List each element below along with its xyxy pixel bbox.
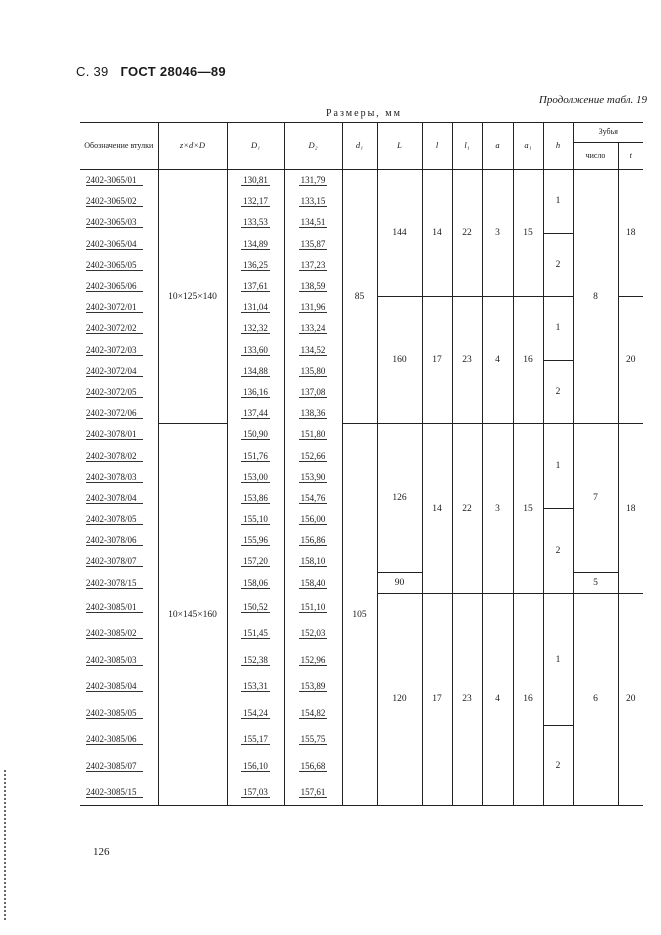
- D1-cell: [227, 620, 284, 647]
- D1-cell-text: 132,17: [243, 196, 268, 207]
- designation-cell: [80, 593, 158, 620]
- D2-cell-text: 152,03: [300, 628, 326, 638]
- count-cell: 7: [573, 424, 618, 572]
- D2-cell-text: 135,80: [300, 365, 326, 376]
- t-cell: 18: [618, 424, 643, 594]
- designation-cell: [80, 572, 158, 593]
- designation-cell: [80, 466, 158, 487]
- D2-cell: [284, 509, 342, 530]
- designation-cell: [80, 297, 158, 318]
- D1-cell-text: 137,61: [243, 281, 268, 292]
- D2-cell-text: 138,36: [300, 408, 326, 419]
- D1-cell: [227, 318, 284, 339]
- dimensions-table: [80, 122, 643, 806]
- a-cell: 3: [482, 424, 513, 594]
- h-cell: 2: [543, 233, 573, 297]
- D2-cell-text: 151,10: [300, 601, 326, 612]
- dimensions-caption: Размеры, мм: [326, 108, 402, 119]
- D1-cell: [227, 530, 284, 551]
- a-cell: 4: [482, 593, 513, 805]
- D2-cell-text: 134,51: [300, 217, 326, 228]
- D2-cell-text: 137,08: [300, 386, 326, 397]
- D2-cell-text: 156,00: [300, 514, 326, 525]
- col-h: h: [543, 123, 573, 170]
- D1-cell: [227, 551, 284, 572]
- designation-cell-text: 2402-3078/03: [86, 472, 143, 483]
- D2-cell: [284, 551, 342, 572]
- D2-cell-text: 154,82: [300, 707, 326, 718]
- designation-cell-text: 2402-3085/02: [86, 628, 143, 639]
- designation-cell: [80, 487, 158, 508]
- l1-cell: 22: [452, 170, 482, 297]
- l-cell: 17: [422, 593, 452, 805]
- L-cell: 144: [377, 170, 422, 297]
- D1-cell: [227, 509, 284, 530]
- D1-cell-text: 155,17: [243, 734, 268, 744]
- D1-cell: [227, 381, 284, 402]
- designation-cell: [80, 318, 158, 339]
- designation-cell: [80, 212, 158, 233]
- D1-cell: [227, 212, 284, 233]
- l-cell: 14: [422, 170, 452, 297]
- designation-cell: [80, 233, 158, 254]
- D1-cell-text: 134,88: [243, 365, 268, 376]
- D2-cell: [284, 487, 342, 508]
- D1-cell-text: 156,10: [243, 760, 268, 771]
- D1-cell-text: 133,53: [243, 217, 268, 228]
- col-l: l: [422, 123, 452, 170]
- designation-cell-text: 2402-3072/05: [86, 387, 143, 398]
- D2-cell-text: 157,61: [300, 786, 326, 797]
- designation-cell-text: 2402-3085/15: [86, 787, 143, 798]
- col-a: a: [482, 123, 513, 170]
- zdD-cell: 10×125×140: [158, 170, 227, 424]
- count-cell: 8: [573, 170, 618, 424]
- footer-page-number: 126: [93, 846, 110, 858]
- designation-cell-text: 2402-3085/06: [86, 734, 143, 745]
- D1-cell: [227, 487, 284, 508]
- designation-cell-text: 2402-3085/07: [86, 761, 143, 772]
- D1-cell-text: 154,24: [243, 707, 268, 718]
- D2-cell-text: 131,96: [300, 302, 326, 313]
- col-count: число: [573, 143, 618, 170]
- D1-cell: [227, 699, 284, 726]
- designation-cell: [80, 254, 158, 275]
- D2-cell: [284, 170, 342, 191]
- D1-cell-text: 155,10: [243, 514, 268, 525]
- D1-cell-text: 153,31: [243, 681, 268, 691]
- count-cell: 6: [573, 593, 618, 805]
- D1-cell: [227, 726, 284, 753]
- designation-cell-text: 2402-3065/03: [86, 217, 143, 228]
- D1-cell: [227, 360, 284, 381]
- D1-cell: [227, 673, 284, 700]
- D1-cell-text: 134,89: [243, 238, 268, 249]
- D1-cell: [227, 466, 284, 487]
- D1-cell-text: 150,52: [243, 601, 268, 612]
- D2-cell: [284, 752, 342, 779]
- l1-cell: 23: [452, 593, 482, 805]
- designation-cell-text: 2402-3078/01: [86, 429, 143, 440]
- D1-cell-text: 136,25: [243, 259, 268, 270]
- designation-cell: [80, 551, 158, 572]
- designation-cell-text: 2402-3078/06: [86, 535, 143, 546]
- designation-cell-text: 2402-3065/06: [86, 281, 143, 292]
- D1-cell: [227, 233, 284, 254]
- D2-cell-text: 158,40: [300, 577, 326, 588]
- D2-cell-text: 153,89: [300, 681, 326, 691]
- D1-cell: [227, 779, 284, 806]
- col-L: L: [377, 123, 422, 170]
- h-cell: 1: [543, 170, 573, 234]
- h-cell: 1: [543, 297, 573, 361]
- D1-cell-text: 153,86: [243, 492, 268, 503]
- a-cell: 3: [482, 170, 513, 297]
- D1-cell-text: 158,06: [243, 577, 268, 588]
- table-row: [80, 170, 643, 191]
- l-cell: 17: [422, 297, 452, 424]
- D2-cell-text: 134,52: [300, 344, 326, 355]
- D1-cell: [227, 191, 284, 212]
- designation-cell: [80, 699, 158, 726]
- D1-cell-text: 150,90: [243, 429, 268, 440]
- designation-cell-text: 2402-3085/01: [86, 602, 143, 613]
- designation-cell: [80, 275, 158, 296]
- designation-cell: [80, 646, 158, 673]
- D2-cell: [284, 466, 342, 487]
- D1-cell-text: 131,04: [243, 302, 268, 313]
- D1-cell-text: 130,81: [243, 175, 268, 186]
- a1-cell: 15: [513, 170, 543, 297]
- page-header: [76, 64, 226, 79]
- D1-cell-text: 151,76: [243, 450, 268, 461]
- D1-cell: [227, 297, 284, 318]
- D2-cell: [284, 646, 342, 673]
- D1-cell-text: 137,44: [243, 408, 268, 419]
- zdD-cell: 10×145×160: [158, 424, 227, 806]
- D1-cell: [227, 646, 284, 673]
- col-l1: l₁: [452, 123, 482, 170]
- d1-cell: 85: [342, 170, 377, 424]
- designation-cell: [80, 752, 158, 779]
- D1-cell: [227, 339, 284, 360]
- page-number: С. 39: [76, 64, 109, 79]
- D1-cell-text: 133,60: [243, 344, 268, 355]
- designation-cell: [80, 424, 158, 445]
- col-D2: D₂: [284, 123, 342, 170]
- a1-cell: 16: [513, 593, 543, 805]
- D2-cell: [284, 620, 342, 647]
- designation-cell-text: 2402-3072/01: [86, 302, 143, 313]
- designation-cell-text: 2402-3078/04: [86, 493, 143, 504]
- designation-cell: [80, 726, 158, 753]
- D1-cell: [227, 170, 284, 191]
- designation-cell-text: 2402-3065/01: [86, 175, 143, 186]
- D2-cell-text: 154,76: [300, 492, 326, 503]
- designation-cell-text: 2402-3072/03: [86, 345, 143, 356]
- designation-cell: [80, 509, 158, 530]
- l1-cell: 22: [452, 424, 482, 594]
- designation-cell-text: 2402-3065/02: [86, 196, 143, 207]
- designation-cell-text: 2402-3085/04: [86, 681, 143, 692]
- D1-cell-text: 151,45: [243, 628, 268, 638]
- designation-cell: [80, 339, 158, 360]
- table-row: [80, 424, 643, 445]
- D1-cell: [227, 403, 284, 424]
- D1-cell: [227, 254, 284, 275]
- designation-cell: [80, 779, 158, 806]
- L-cell: 126: [377, 424, 422, 572]
- designation-cell-text: 2402-3078/15: [86, 578, 143, 589]
- D2-cell: [284, 381, 342, 402]
- designation-cell-text: 2402-3085/05: [86, 708, 143, 719]
- D2-cell: [284, 339, 342, 360]
- a1-cell: 16: [513, 297, 543, 424]
- D1-cell: [227, 572, 284, 593]
- D2-cell-text: 151,80: [300, 429, 326, 440]
- designation-cell-text: 2402-3072/04: [86, 366, 143, 377]
- designation-cell-text: 2402-3072/06: [86, 408, 143, 419]
- designation-cell: [80, 620, 158, 647]
- col-t: t: [618, 143, 643, 170]
- designation-cell-text: 2402-3078/02: [86, 451, 143, 462]
- D2-cell: [284, 726, 342, 753]
- count-cell: 5: [573, 572, 618, 593]
- L-cell: 120: [377, 593, 422, 805]
- D1-cell: [227, 275, 284, 296]
- D2-cell: [284, 445, 342, 466]
- t-cell: 18: [618, 170, 643, 297]
- D1-cell: [227, 445, 284, 466]
- D2-cell: [284, 254, 342, 275]
- designation-cell: [80, 673, 158, 700]
- col-teeth: Зубья: [573, 123, 643, 143]
- h-cell: 2: [543, 509, 573, 594]
- D2-cell: [284, 593, 342, 620]
- a-cell: 4: [482, 297, 513, 424]
- h-cell: 2: [543, 726, 573, 806]
- designation-cell: [80, 381, 158, 402]
- h-cell: 2: [543, 360, 573, 424]
- D2-cell: [284, 233, 342, 254]
- continuation-note: Продолжение табл. 19: [538, 94, 647, 106]
- D2-cell-text: 152,66: [300, 450, 326, 461]
- D2-cell-text: 133,24: [300, 323, 326, 334]
- D1-cell: [227, 424, 284, 445]
- D1-cell: [227, 593, 284, 620]
- L-cell: 160: [377, 297, 422, 424]
- D2-cell-text: 137,23: [300, 259, 326, 270]
- h-cell: 1: [543, 424, 573, 509]
- D1-cell-text: 157,03: [243, 786, 268, 797]
- designation-cell-text: 2402-3065/04: [86, 239, 143, 250]
- designation-cell: [80, 445, 158, 466]
- l1-cell: 23: [452, 297, 482, 424]
- D2-cell-text: 152,96: [300, 654, 326, 665]
- D2-cell-text: 131,79: [300, 175, 326, 186]
- L-cell: 90: [377, 572, 422, 593]
- D1-cell-text: 155,96: [243, 535, 268, 546]
- D2-cell: [284, 297, 342, 318]
- D2-cell-text: 138,59: [300, 281, 326, 292]
- D2-cell: [284, 318, 342, 339]
- h-cell: 1: [543, 593, 573, 726]
- D2-cell: [284, 673, 342, 700]
- D2-cell-text: 133,15: [300, 196, 326, 207]
- d1-cell: 105: [342, 424, 377, 806]
- designation-cell-text: 2402-3072/02: [86, 323, 143, 334]
- D2-cell-text: 135,87: [300, 238, 326, 249]
- D2-cell: [284, 530, 342, 551]
- designation-cell-text: 2402-3085/03: [86, 655, 143, 666]
- designation-cell-text: 2402-3065/05: [86, 260, 143, 271]
- D1-cell-text: 152,38: [243, 654, 268, 665]
- l-cell: 14: [422, 424, 452, 594]
- col-d1: d₁: [342, 123, 377, 170]
- designation-cell: [80, 530, 158, 551]
- col-a1: a₁: [513, 123, 543, 170]
- designation-cell: [80, 170, 158, 191]
- D1-cell-text: 157,20: [243, 556, 268, 567]
- D2-cell-text: 155,75: [300, 734, 326, 744]
- D2-cell: [284, 424, 342, 445]
- designation-cell: [80, 191, 158, 212]
- D1-cell-text: 153,00: [243, 471, 268, 482]
- standard-title: ГОСТ 28046—89: [120, 64, 226, 79]
- D2-cell: [284, 779, 342, 806]
- D2-cell: [284, 699, 342, 726]
- designation-cell-text: 2402-3078/07: [86, 556, 143, 567]
- a1-cell: 15: [513, 424, 543, 594]
- col-zdD: z×d×D: [158, 123, 227, 170]
- designation-cell: [80, 360, 158, 381]
- t-cell: 20: [618, 297, 643, 424]
- D2-cell: [284, 572, 342, 593]
- D2-cell-text: 156,86: [300, 535, 326, 546]
- designation-cell: [80, 403, 158, 424]
- D2-cell-text: 158,10: [300, 556, 326, 567]
- designation-cell-text: 2402-3078/05: [86, 514, 143, 525]
- col-D1: D₁: [227, 123, 284, 170]
- D2-cell: [284, 403, 342, 424]
- D2-cell-text: 153,90: [300, 471, 326, 482]
- D2-cell-text: 156,68: [300, 760, 326, 771]
- D2-cell: [284, 275, 342, 296]
- D1-cell-text: 132,32: [243, 323, 268, 334]
- scan-edge-mark: [4, 770, 12, 920]
- D2-cell: [284, 360, 342, 381]
- D2-cell: [284, 212, 342, 233]
- col-designation: Обозначение втулки: [80, 123, 158, 170]
- D1-cell: [227, 752, 284, 779]
- t-cell: 20: [618, 593, 643, 805]
- D1-cell-text: 136,16: [243, 386, 268, 397]
- D2-cell: [284, 191, 342, 212]
